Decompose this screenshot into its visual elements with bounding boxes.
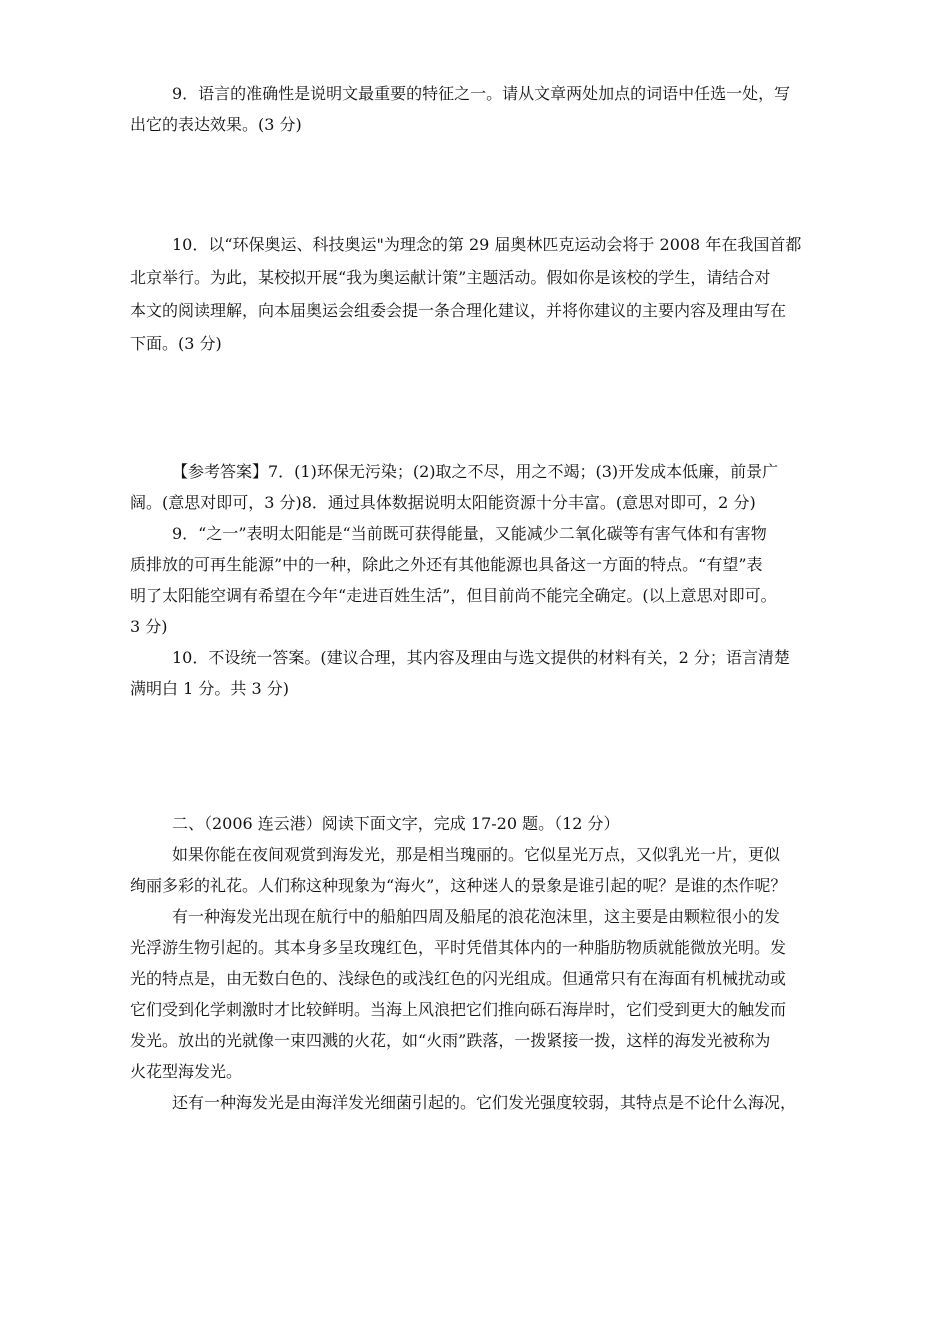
answer-10-line-2: 满明白 1 分。共 3 分)	[130, 679, 289, 698]
paragraph-2-line-5: 发光。放出的光就像一束四溅的火花，如“火雨”跌落，一拨紧接一拨，这样的海发光被称为	[130, 1031, 771, 1050]
paragraph-1-line-1: 如果你能在夜间观赏到海发光，那是相当瑰丽的。它似星光万点，又似乳光一片，更似	[172, 845, 781, 864]
paragraph-2-line-2: 光浮游生物引起的。其本身多呈玫瑰红色，平时凭借其体内的一种脂肪物质就能微放光明。发	[130, 938, 787, 957]
paragraph-2-line-4: 它们受到化学刺激时才比较鲜明。当海上风浪把它们推向砾石海岸时，它们受到更大的触发而	[130, 1000, 787, 1019]
answer-9-line-2: 质排放的可再生能源”中的一种，除此之外还有其他能源也具备这一方面的特点。“有望”表	[130, 555, 763, 574]
answer-10-line-1: 10．不设统一答案。(建议合理，其内容及理由与选文提供的材料有关，2 分；语言清楚	[172, 648, 790, 667]
answer-9-line-4: 3 分)	[130, 617, 168, 636]
question-9	[130, 78, 830, 140]
question-10-line-1: 10．以“环保奥运、科技奥运"为理念的第 29 届奥林匹克运动会将于 2008 年在我国首都	[172, 235, 802, 254]
question-9-line-1: 9．语言的准确性是说明文最重要的特征之一。请从文章两处加点的词语中任选一处，写	[172, 84, 791, 103]
question-10	[130, 228, 830, 360]
paragraph-1-line-2: 绚丽多彩的礼花。人们称这种现象为“海火”，这种迷人的景象是谁引起的呢？是谁的杰作呢？	[130, 876, 787, 895]
question-10-line-4: 下面。(3 分)	[130, 334, 222, 353]
paragraph-2-line-6: 火花型海发光。	[130, 1062, 243, 1081]
paragraph-2-line-3: 光的特点是，由无数白色的、浅绿色的或浅红色的闪光组成。但通常只有在海面有机械扰动或	[130, 969, 787, 988]
question-10-line-2: 北京举行。为此，某校拟开展“我为奥运献计策”主题活动。假如你是该校的学生，请结合对	[130, 268, 771, 287]
question-10-line-3: 本文的阅读理解，向本届奥运会组委会提一条合理化建议，并将你建议的主要内容及理由写在	[130, 301, 787, 320]
answer-7-8-line-2: 阔。(意思对即可，3 分)8．通过具体数据说明太阳能资源十分丰富。(意思对即可，2 分)	[130, 493, 756, 512]
question-9-line-2: 出它的表达效果。(3 分)	[130, 115, 302, 134]
paragraph-3-line-1: 还有一种海发光是由海洋发光细菌引起的。它们发光强度较弱，其特点是不论什么海况，	[172, 1093, 797, 1112]
reference-answers	[130, 456, 830, 704]
answer-9-line-1: 9．“之一”表明太阳能是“当前既可获得能量，又能减少二氧化碳等有害气体和有害物	[172, 524, 767, 543]
paragraph-2-line-1: 有一种海发光出现在航行中的船舶四周及船尾的浪花泡沫里，这主要是由颗粒很小的发	[172, 907, 781, 926]
section-2	[130, 808, 830, 1118]
section-2-heading: 二、（2006 连云港）阅读下面文字，完成 17-20 题。（12 分）	[172, 814, 620, 833]
answer-9-line-3: 明了太阳能空调有希望在今年“走进百姓生活”，但目前尚不能完全确定。(以上意思对即可。	[130, 586, 777, 605]
answer-7-8-line-1: 【参考答案】7．(1)环保无污染；(2)取之不尽，用之不竭；(3)开发成本低廉，前景广	[172, 462, 779, 481]
